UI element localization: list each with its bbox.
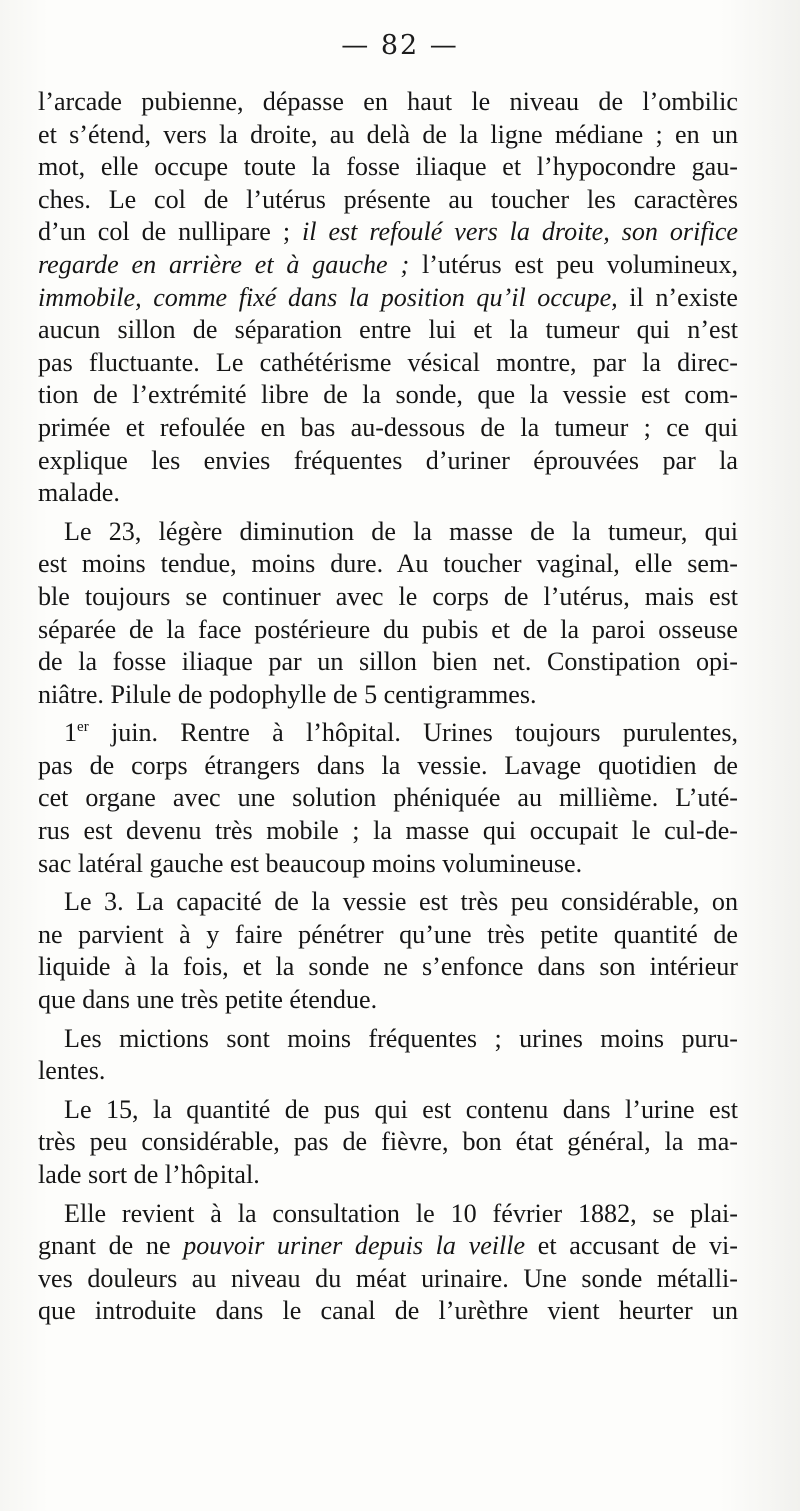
text-run: explique les envies fréquentes d’uriner éprouvées par la [38,445,738,475]
text-run: niâtre. Pilule de podophylle de 5 centigrammes. [38,679,537,709]
text-line [38,614,738,647]
text-line [38,646,738,679]
text-line [38,984,738,1017]
text-run: ble toujours se continuer avec le corps de l’utérus, mais est [38,581,738,611]
text-line [38,951,738,984]
italic-text: il est refoulé vers la droite, son orifice [302,217,739,247]
text-line [38,151,738,184]
text-run: de la fosse iliaque par un sillon bien net. Constipation opi- [38,647,738,677]
text-run: d’un col de nullipare ; [38,217,303,247]
text-line [38,717,738,750]
text-run: l’arcade pubienne, dépasse en haut le niveau de l’ombilic [38,87,738,116]
text-line [38,886,738,919]
italic-text: regarde en arrière et à gauche ; [38,249,410,279]
text-line [38,216,738,249]
paragraph [38,86,738,510]
text-run: juin. Rentre à l’hôpital. Urines toujours purulentes, [88,718,738,748]
text-line [38,379,738,412]
text-run: primée et refoulée en bas au-dessous de la tumeur ; ce qui [38,412,738,442]
text-run: pas de corps étrangers dans la vessie. Lavage quotidien de [38,750,738,780]
paragraph [38,717,738,880]
text-line [38,477,738,510]
text-line [38,679,738,712]
text-line [38,282,738,315]
text-line [38,86,738,119]
text-line [38,1094,738,1127]
text-line [38,445,738,478]
text-run: Le 15, la quantité de pus qui est contenu dans l’urine est [64,1094,738,1124]
text-line [38,1126,738,1159]
text-run: séparée de la face postérieure du pubis et de la paroi osseuse [38,614,738,644]
text-run: malade. [38,478,120,508]
text-run: Le 23, légère diminution de la masse de la tumeur, qui [64,516,738,546]
text-line [38,1230,738,1263]
paragraph [38,1094,738,1192]
text-run: ches. Le col de l’utérus présente au toucher les caractères [38,184,738,214]
text-line [38,815,738,848]
text-run: tion de l’extrémité libre de la sonde, que la vessie est com- [38,380,738,410]
text-run: cet organe avec une solution phéniquée au millième. L’uté- [38,783,738,813]
text-run: pas fluctuante. Le cathétérisme vésical montre, par la direc- [38,347,738,377]
text-run: liquide à la fois, et la sonde ne s’enfonce dans son intérieur [38,952,738,982]
text-line [38,314,738,347]
text-run: est moins tendue, moins dure. Au toucher vaginal, elle sem- [38,549,738,579]
text-line [38,1295,738,1328]
text-line [38,184,738,217]
text-run: ves douleurs au niveau du méat urinaire. Une sonde métalli- [38,1263,738,1293]
text-line [38,581,738,614]
text-line [38,919,738,952]
paragraph [38,1023,738,1088]
text-line [38,1198,738,1231]
text-run: Le 3. La capacité de la vessie est très peu considérable, on [64,887,738,917]
text-run: très peu considérable, pas de fièvre, bon état général, la ma- [38,1127,738,1157]
text-run: ne parvient à y faire pénétrer qu’une très petite quantité de [38,919,738,949]
text-run: et accusant de vi- [525,1231,738,1261]
text-run: il n’existe [617,282,738,312]
text-line [38,249,738,282]
paragraph [38,886,738,1016]
text-run: lade sort de l’hôpital. [38,1160,260,1189]
text-line [38,548,738,581]
text-run: Elle revient à la consultation le 10 février 1882, se plai- [64,1198,738,1228]
text-line [38,119,738,152]
text-line [38,1023,738,1056]
text-line [38,750,738,783]
text-line [38,1055,738,1088]
text-line [38,848,738,881]
superscript: er [77,719,89,736]
text-run: Les mictions sont moins fréquentes ; urines moins puru- [64,1023,738,1053]
text-line [38,1159,738,1192]
text-line [38,347,738,380]
text-line [38,516,738,549]
text-run: lentes. [38,1056,106,1086]
body-text [38,86,738,1334]
text-run: que dans une très petite étendue. [38,985,378,1015]
text-run: mot, elle occupe toute la fosse iliaque et l’hypocondre gau- [38,152,738,182]
paragraph [38,1198,738,1328]
text-line [38,782,738,815]
text-line [38,412,738,445]
text-run: 1 [64,718,78,748]
paragraph [38,516,738,712]
italic-text: pouvoir uriner depuis la veille [183,1231,526,1261]
text-run: que introduite dans le canal de l’urèthre vient heurter un [38,1296,738,1326]
text-run: rus est devenu très mobile ; la masse qui occupait le cul-de- [38,816,738,846]
text-run: gnant de ne [38,1231,184,1261]
text-run: aucun sillon de séparation entre lui et la tumeur qui n’est [38,315,738,345]
text-line [38,1263,738,1296]
text-run: sac latéral gauche est beaucoup moins volumineuse. [38,848,583,878]
page-number: — 82 — [341,30,459,61]
text-run: et s’étend, vers la droite, au delà de la ligne médiane ; en un [38,119,738,149]
italic-text: immobile, comme fixé dans la position qu’il occupe, [38,282,618,312]
text-run: l’utérus est peu volumineux, [409,249,738,279]
